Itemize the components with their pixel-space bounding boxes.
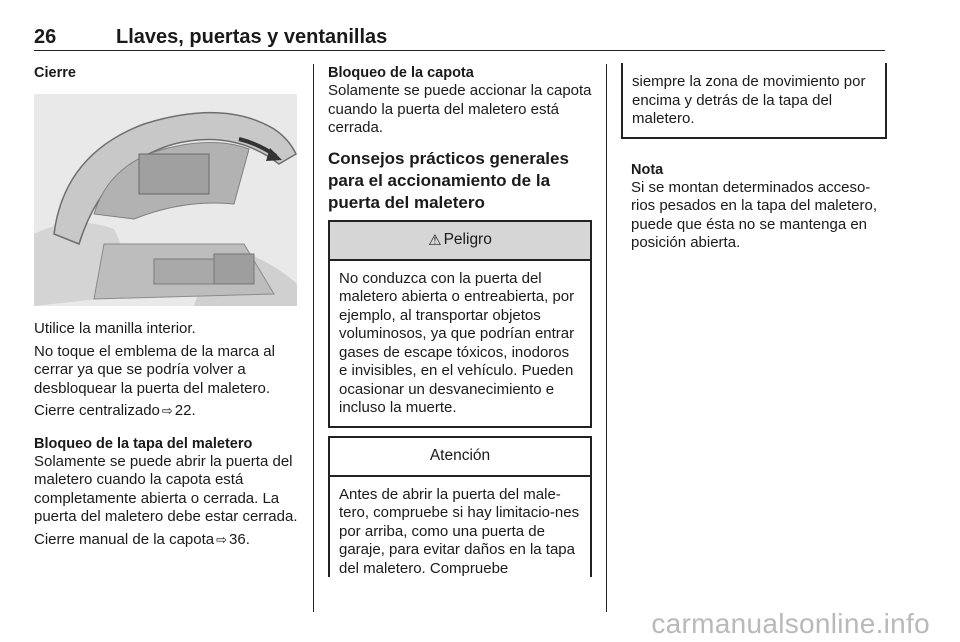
page-ref-arrow-icon: ⇨ [161,403,173,418]
caution-box-body [330,477,590,587]
ref-central-lock [34,402,300,421]
page-title: Llaves, puertas y ventanillas [116,26,388,48]
ref-manual-roof [34,531,300,550]
page-number: 26 [34,26,57,48]
column-1 [34,64,300,553]
section-heading-cierre: Cierre [34,65,76,81]
danger-text: No conduzca con la puerta del maletero abierta o entreabierta, por ejemplo, al transportar objetos voluminosos, ya que podrían entrar gases de escape tóxicos, inodoros e invisibles, en el vehículo. Pueden ocasionar un desvanecimiento e incluso la muerte. [339,269,575,416]
column-3 [621,64,887,257]
danger-box [328,220,592,428]
section-heading-lid-lock: Bloqueo de la tapa del maletero [34,435,253,452]
caution-text: Antes de abrir la puerta del male-tero, compruebe si hay limitacio-nes por arriba, como una puerta de garaje, para evitar daños en la tapa del maletero. Compruebe [339,485,580,577]
column-divider-2 [606,64,607,612]
page-header [34,26,885,51]
ref-manual-roof-page: 36. [229,530,250,548]
caution-box-header [330,438,590,477]
section-heading-tips: Consejos prácticos generales para el accionamiento de la puerta del maletero [328,148,569,212]
note-block [621,161,887,253]
caution-box-continued-body [623,63,885,137]
ref-central-lock-page: 22. [174,402,196,419]
note-title: Nota [631,161,664,178]
caution-title: Atención [429,447,491,464]
ref-manual-roof-text: Cierre manual de la capota [34,530,215,548]
trunk-lid-illustration [34,94,297,306]
danger-box-header [330,222,590,261]
column-2 [328,64,592,577]
page-ref-arrow-icon: ⇨ [216,531,228,547]
paragraph-emblem: No toque el emblema de la marca al cerrar ya que se podría volver a desbloquear la puerta del maletero. [34,342,275,397]
column-divider-1 [313,64,314,612]
danger-box-body [330,261,590,426]
note-text: Si se montan determinados acceso-rios pesados en la tapa del maletero, puede que ésta no se mantenga en posición abierta. [631,178,877,251]
paragraph-roof-lock: Solamente se puede accionar la capota cuando la puerta del maletero está cerrada. [328,82,592,136]
ref-central-lock-text: Cierre centralizado [34,402,160,419]
danger-title: Peligro [443,231,492,248]
caution-text-continued: siempre la zona de movimiento por encima y detrás de la tapa del maletero. [632,73,866,127]
watermark: carmanualsonline.info [651,608,930,639]
section-heading-roof-lock: Bloqueo de la capota [328,65,474,81]
caution-box [328,436,592,577]
paragraph-handle: Utilice la manilla interior. [34,320,196,337]
trunk-open-image [34,94,297,306]
caution-box-continued [621,63,887,139]
paragraph-lid-lock: Solamente se puede abrir la puerta del maletero cuando la capota está completamente abierta o cerrada. La puerta del maletero debe estar cerrada. [34,452,298,525]
warning-triangle-icon: ⚠ [428,232,442,249]
